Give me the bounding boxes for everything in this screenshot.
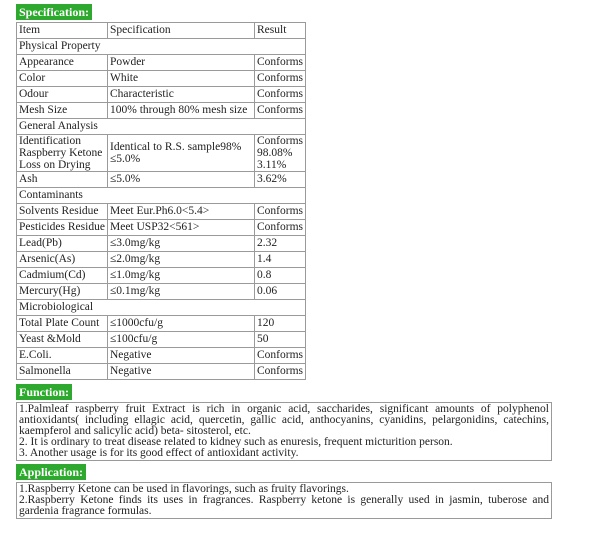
cell-spec: Negative <box>108 348 255 364</box>
cell-spec: ≤3.0mg/kg <box>108 236 255 252</box>
group-row-contaminants <box>17 188 306 204</box>
group-label: Physical Property <box>17 39 306 55</box>
application-text <box>16 482 552 519</box>
cell-item: Ash <box>17 172 108 188</box>
cell-result: 3.11% <box>257 159 287 171</box>
document-page <box>16 4 549 522</box>
cell-result: Conforms <box>255 103 306 119</box>
cell-result: Conforms <box>255 55 306 71</box>
cell-spec: ≤2.0mg/kg <box>108 252 255 268</box>
application-heading: Application: <box>16 464 86 480</box>
cell-item: Cadmium(Cd) <box>17 268 108 284</box>
table-row <box>17 220 306 236</box>
cell-result: Conforms <box>255 71 306 87</box>
cell-item: Color <box>17 71 108 87</box>
table-row <box>17 364 306 380</box>
cell-spec-stack <box>108 135 255 172</box>
group-label: General Analysis <box>17 119 306 135</box>
table-row-merged <box>17 135 306 172</box>
table-row <box>17 204 306 220</box>
table-header-row <box>17 23 306 39</box>
cell-result: 50 <box>255 332 306 348</box>
header-specification: Specification <box>108 23 255 39</box>
table-row <box>17 172 306 188</box>
specification-heading: Specification: <box>16 4 92 20</box>
cell-item: Mesh Size <box>17 103 108 119</box>
cell-result: 120 <box>255 316 306 332</box>
cell-result: 0.06 <box>255 284 306 300</box>
cell-result: Conforms <box>257 135 303 147</box>
cell-item: Pesticides Residue <box>17 220 108 236</box>
group-label: Microbiological <box>17 300 306 316</box>
cell-spec: ≤0.1mg/kg <box>108 284 255 300</box>
cell-spec: Identical to R.S. sample98% <box>110 141 242 153</box>
cell-spec: Meet Eur.Ph6.0<5.4> <box>108 204 255 220</box>
cell-spec: Characteristic <box>108 87 255 103</box>
cell-spec: ≤5.0% <box>110 153 141 165</box>
cell-item: Mercury(Hg) <box>17 284 108 300</box>
specification-table <box>16 22 306 380</box>
table-row <box>17 332 306 348</box>
cell-result: 0.8 <box>255 268 306 284</box>
cell-result: 3.62% <box>255 172 306 188</box>
cell-result: 1.4 <box>255 252 306 268</box>
cell-spec: ≤100cfu/g <box>108 332 255 348</box>
group-row-general <box>17 119 306 135</box>
cell-result-stack <box>255 135 306 172</box>
table-row <box>17 87 306 103</box>
cell-result: Conforms <box>255 364 306 380</box>
cell-item: Salmonella <box>17 364 108 380</box>
table-row <box>17 348 306 364</box>
cell-item: Appearance <box>17 55 108 71</box>
cell-item: Arsenic(As) <box>17 252 108 268</box>
table-row <box>17 236 306 252</box>
function-paragraph: 1.Palmleaf raspberry fruit Extract is rich in organic acid, saccharides, significant amounts of polyphenol antioxidants( including ellagic acid, quercetin, gallic acid, anthocyanins, cyanidins, pelargonidins, catechins, kaempferol and salicylic acid) beta- sitosterol, etc. <box>19 403 549 437</box>
application-paragraph: 2.Raspberry Ketone finds its uses in fragrances. Raspberry ketone is generally used in jasmin, tuberose and gardenia fragrance formulas. <box>19 494 549 517</box>
cell-item: Identification <box>19 135 81 147</box>
cell-item: Solvents Residue <box>17 204 108 220</box>
function-paragraph: 3. Another usage is for its good effect of antioxidant activity. <box>19 447 299 459</box>
function-text <box>16 402 552 461</box>
cell-result: 2.32 <box>255 236 306 252</box>
cell-result: Conforms <box>255 220 306 236</box>
cell-result: Conforms <box>255 87 306 103</box>
table-row <box>17 55 306 71</box>
function-paragraph: 2. It is ordinary to treat disease related to kidney such as enuresis, frequent micturition person. <box>19 436 453 448</box>
cell-result: Conforms <box>255 204 306 220</box>
cell-result: Conforms <box>255 348 306 364</box>
table-row <box>17 103 306 119</box>
table-row <box>17 316 306 332</box>
cell-item: Loss on Drying <box>19 159 91 171</box>
cell-spec: 100% through 80% mesh size <box>108 103 255 119</box>
table-row <box>17 71 306 87</box>
group-label: Contaminants <box>17 188 306 204</box>
header-item: Item <box>17 23 108 39</box>
cell-item: Raspberry Ketone <box>19 147 103 159</box>
cell-spec: Powder <box>108 55 255 71</box>
cell-spec: Negative <box>108 364 255 380</box>
cell-result: 98.08% <box>257 147 293 159</box>
cell-item: Yeast &Mold <box>17 332 108 348</box>
cell-item: Odour <box>17 87 108 103</box>
cell-spec: White <box>108 71 255 87</box>
table-row <box>17 284 306 300</box>
application-paragraph: 1.Raspberry Ketone can be used in flavorings, such as fruity flavorings. <box>19 483 349 495</box>
cell-item: E.Coli. <box>17 348 108 364</box>
function-heading: Function: <box>16 384 72 400</box>
cell-spec: ≤1000cfu/g <box>108 316 255 332</box>
header-result: Result <box>255 23 306 39</box>
cell-spec: ≤5.0% <box>108 172 255 188</box>
cell-item: Total Plate Count <box>17 316 108 332</box>
cell-item-stack <box>17 135 108 172</box>
group-row-micro <box>17 300 306 316</box>
cell-spec: Meet USP32<561> <box>108 220 255 236</box>
group-row-physical <box>17 39 306 55</box>
cell-item: Lead(Pb) <box>17 236 108 252</box>
cell-spec: ≤1.0mg/kg <box>108 268 255 284</box>
table-row <box>17 268 306 284</box>
table-row <box>17 252 306 268</box>
